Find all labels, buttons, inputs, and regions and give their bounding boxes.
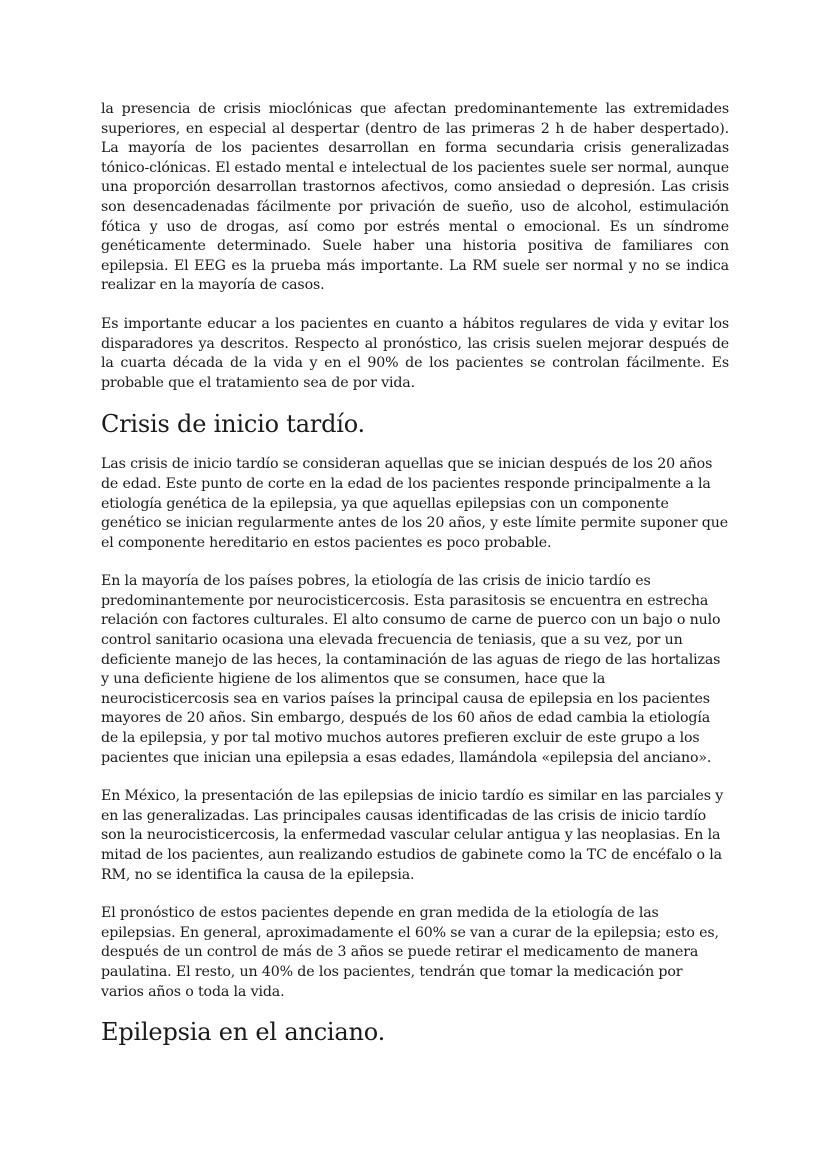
- paragraph-prognosis: El pronóstico de estos pacientes depende en gran medida de la etiología de las epilepsias. En general, aproximadamente el 60% se van a curar de la epilepsia; esto es, después de un control de más de 3 años se puede retirar el medicamento de manera paulatina. El resto, un 40% de los pacientes, tendrán que tomar la medicación por varios años o toda la vida.: [101, 905, 719, 1000]
- heading-elderly: Epilepsia en el anciano.: [101, 1018, 386, 1047]
- page-content: [101, 100, 729, 1047]
- paragraph-mexico: En México, la presentación de las epilepsias de inicio tardío es similar en las parciales y en las generalizadas. Las principales causas identificadas de las crisis de inicio tardío son la neurocisticercosis, la enfermedad vascular celular antigua y las neoplasias. En la mitad de los pacientes, aun realizando estudios de gabinete como la TC de encéfalo o la RM, no se identifica la causa de la epilepsia.: [101, 788, 724, 883]
- paragraph-myoclonic-continuation: la presencia de crisis mioclónicas que afectan predominantemente las extremidades superiores, en especial al despertar (dentro de las primeras 2 h de haber despertado). La mayoría de los pacientes desarrollan en forma secundaria crisis generalizadas tónico-clónicas. El estado mental e intelectual de los pacientes suele ser normal, aunque una proporción desarrollan trastornos afectivos, como ansiedad o depresión. Las crisis son desencadenadas fácilmente por privación de sueño, uso de alcohol, estimulación fótica y uso de drogas, así como por estrés mental o emocional. Es un síndrome genéticamente determinado. Suele haber una historia positiva de familiares con epilepsia. El EEG es la prueba más importante. La RM suele ser normal y no se indica realizar en la mayoría de casos.: [101, 101, 729, 294]
- paragraph-neurocysticercosis: En la mayoría de los países pobres, la etiología de las crisis de inicio tardío es predominantemente por neurocisticercosis. Esta parasitosis se encuentra en estrecha relación con factores culturales. El alto consumo de carne de puerco con un bajo o nulo control sanitario ocasiona una elevada frecuencia de teniasis, que a su vez, por un deficiente manejo de las heces, la contaminación de las aguas de riego de las hortalizas y una deficiente higiene de los alimentos que se consumen, hace que la neurocisticercosis sea en varios países la principal causa de epilepsia en los pacientes mayores de 20 años. Sin embargo, después de los 60 años de edad cambia la etiología de la epilepsia, y por tal motivo muchos autores prefieren excluir de este grupo a los pacientes que inician una epilepsia a esas edades, llamándola «epilepsia del anciano».: [101, 573, 721, 766]
- paragraph-late-onset-definition: Las crisis de inicio tardío se consideran aquellas que se inician después de los 20 años de edad. Este punto de corte en la edad de los pacientes responde principalmente a la etiología genética de la epilepsia, ya que aquellas epilepsias con un componente genético se inician regularmente antes de los 20 años, y este límite permite suponer que el componente hereditario en estos pacientes es poco probable.: [101, 456, 728, 551]
- heading-late-onset: Crisis de inicio tardío.: [101, 410, 365, 439]
- paragraph-education-prognosis: Es importante educar a los pacientes en cuanto a hábitos regulares de vida y evitar los disparadores ya descritos. Respecto al pronóstico, las crisis suelen mejorar después de la cuarta década de la vida y en el 90% de los pacientes se controlan fácilmente. Es probable que el tratamiento sea de por vida.: [101, 315, 729, 391]
